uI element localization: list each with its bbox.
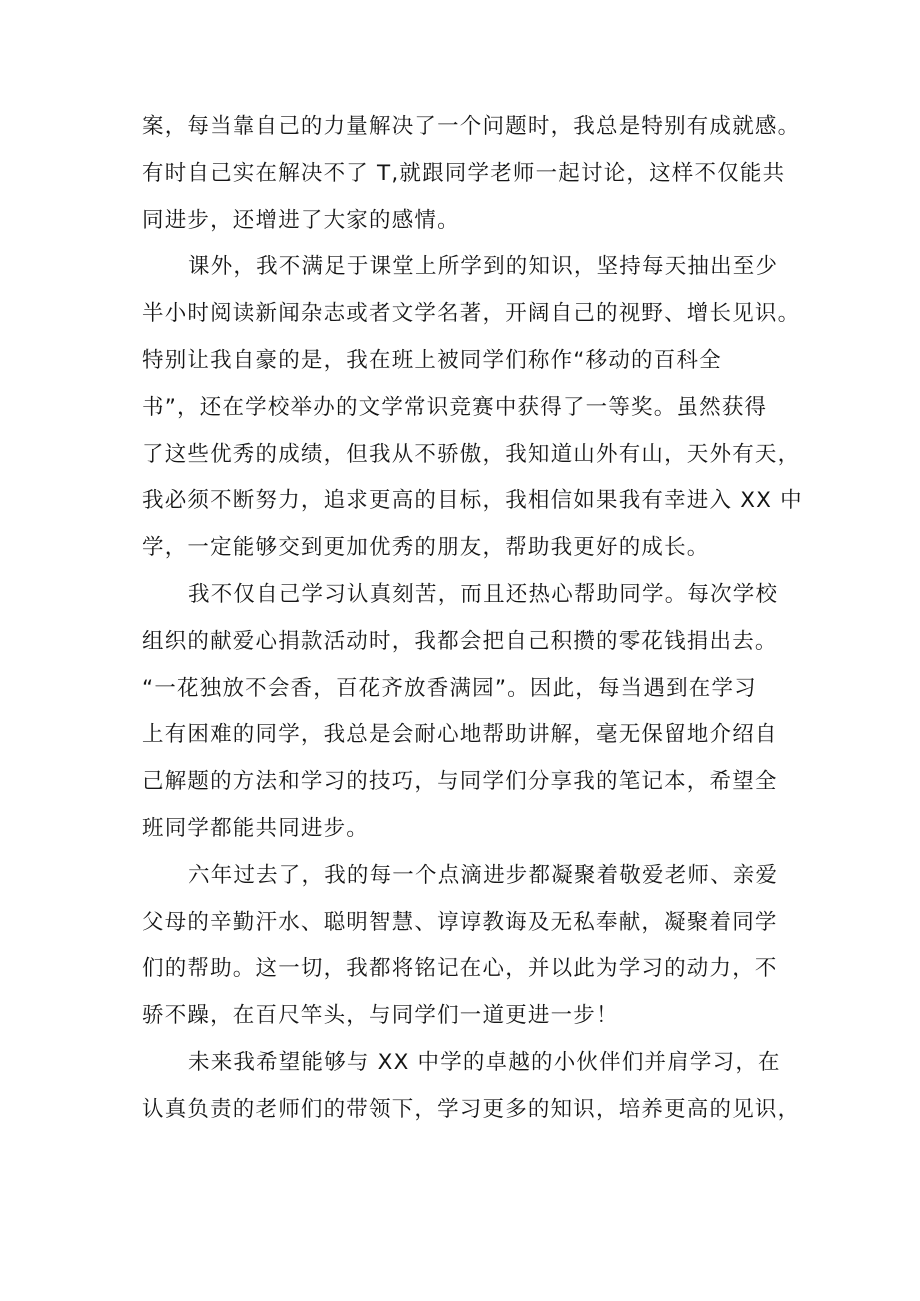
text-line: 特别让我自豪的是，我在班上被同学们称作“移动的百科全 xyxy=(142,347,722,373)
text-line: 书”，还在学校举办的文学常识竞赛中获得了一等奖。虽然获得 xyxy=(142,394,768,420)
text-line: 认真负责的老师们的带领下，学习更多的知识，培养更高的见识， xyxy=(142,1096,801,1122)
essay-body xyxy=(142,104,803,1134)
text-line: 己解题的方法和学习的技巧，与同学们分享我的笔记本，希望全 xyxy=(142,769,778,795)
text-line: 半小时阅读新闻杂志或者文学名著，开阔自己的视野、增长见识。 xyxy=(142,301,801,327)
text-line: 案，每当靠自己的力量解决了一个问题时，我总是特别有成就感。 xyxy=(142,114,801,139)
paragraph-start-line: 六年过去了，我的每一个点滴进步都凝聚着敬爱老师、亲爱 xyxy=(188,862,779,888)
text-line: 有时自己实在解决不了 T,就跟同学老师一起讨论，这样不仅能共 xyxy=(142,160,786,186)
text-line: “一花独放不会香，百花齐放香满园”。因此，每当遇到在学习 xyxy=(142,675,757,701)
paragraph-start-line: 课外，我不满足于课堂上所学到的知识，坚持每天抽出至少 xyxy=(188,254,779,280)
text-line: 组织的献爱心捐款活动时，我都会把自己积攒的零花钱捐出去。 xyxy=(142,628,778,654)
text-line: 同进步，还增进了大家的感情。 xyxy=(142,207,460,233)
text-line: 了这些优秀的成绩，但我从不骄傲，我知道山外有山，天外有天， xyxy=(142,441,801,467)
paragraph-start-line: 我不仅自己学习认真刻苦，而且还热心帮助同学。每次学校 xyxy=(188,581,779,607)
text-line: 我必须不断努力，追求更高的目标，我相信如果我有幸进入 XX 中 xyxy=(142,488,803,514)
text-line: 们的帮助。这一切，我都将铭记在心，并以此为学习的动力，不 xyxy=(142,956,778,982)
text-line: 父母的辛勤汗水、聪明智慧、谆谆教诲及无私奉献，凝聚着同学 xyxy=(142,909,778,935)
text-line: 骄不躁，在百尺竿头，与同学们一道更进一步！ xyxy=(142,1003,619,1029)
text-line: 班同学都能共同进步。 xyxy=(142,815,370,841)
text-line: 上有困难的同学，我总是会耐心地帮助讲解，毫无保留地介绍自 xyxy=(142,722,778,748)
paragraph-start-line: 未来我希望能够与 XX 中学的卓越的小伙伴们并肩学习，在 xyxy=(188,1049,781,1075)
text-line: 学，一定能够交到更加优秀的朋友，帮助我更好的成长。 xyxy=(142,535,710,561)
